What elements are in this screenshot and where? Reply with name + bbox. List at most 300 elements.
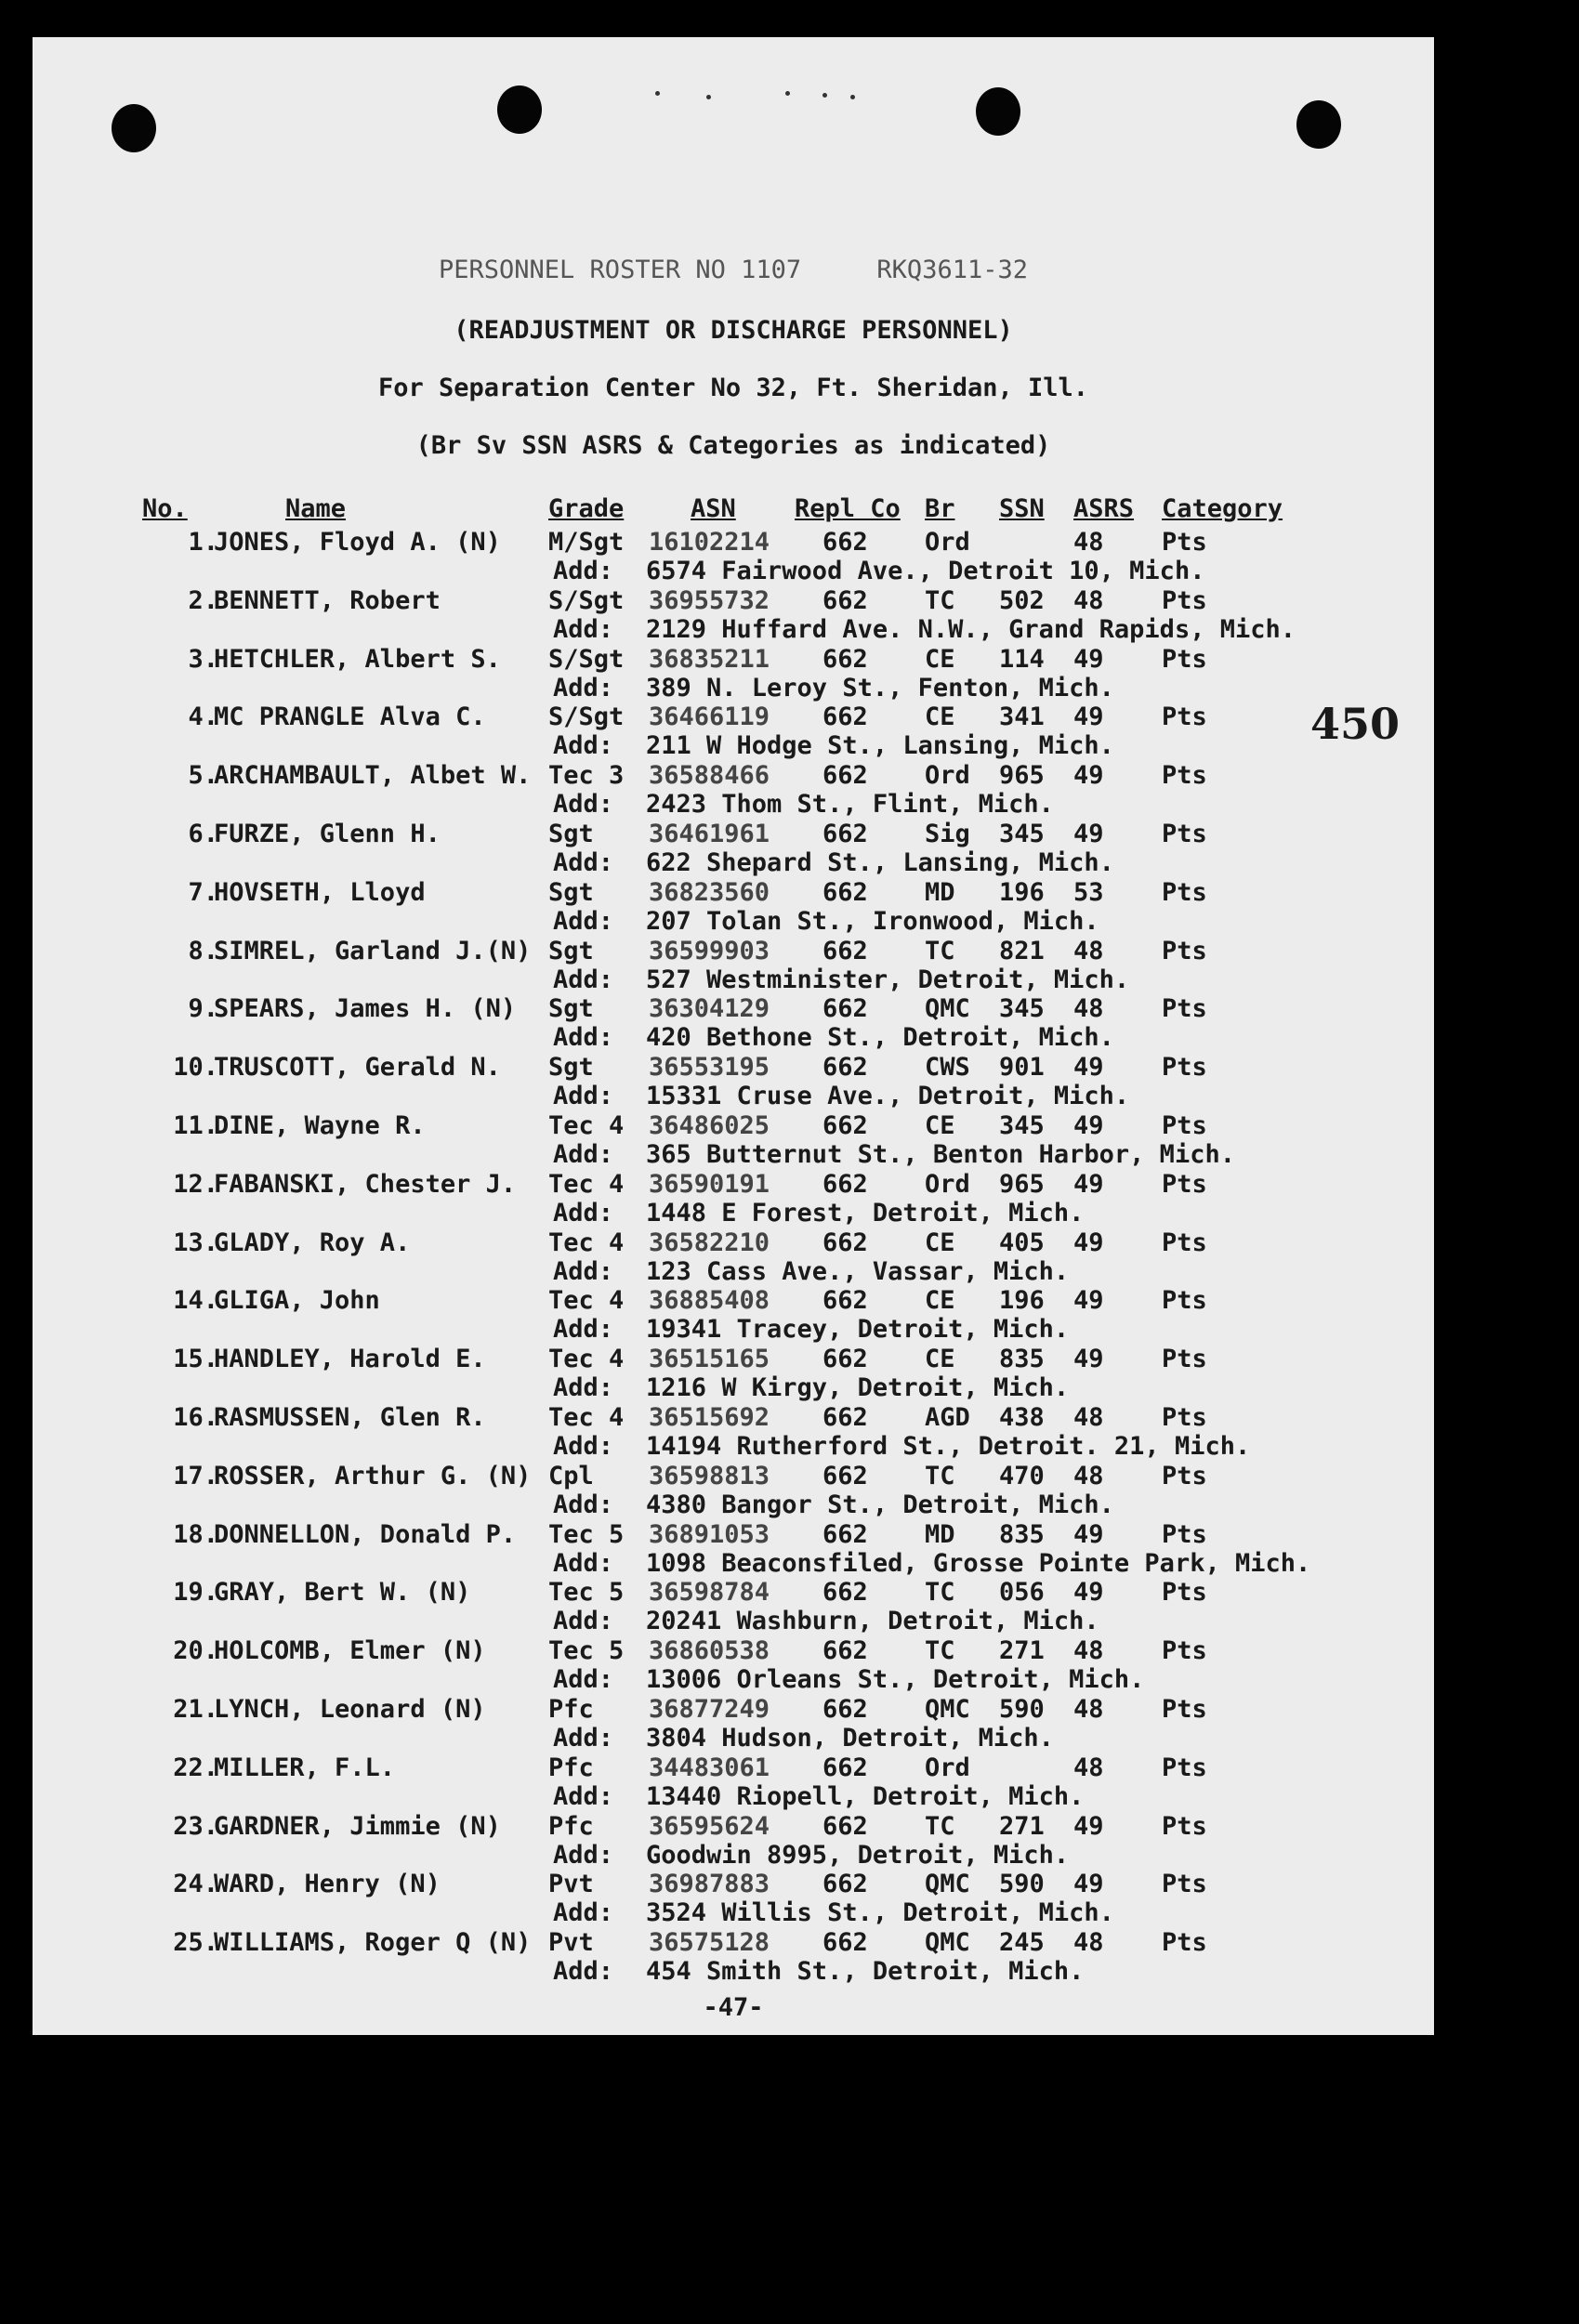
column-header-no: No.	[142, 494, 188, 523]
entry-repl-co: 662	[822, 1636, 868, 1666]
entry-branch: MD	[925, 877, 955, 907]
entry-category: Pts	[1162, 1928, 1207, 1958]
entry-branch: Ord	[925, 1753, 970, 1782]
entry-address: 3524 Willis St., Detroit, Mich.	[646, 1898, 1114, 1928]
entry-address: 13440 Riopell, Detroit, Mich.	[646, 1781, 1085, 1811]
entry-asrs: 49	[1073, 1286, 1104, 1316]
entry-address: 211 W Hodge St., Lansing, Mich.	[646, 731, 1114, 761]
entry-asrs: 49	[1073, 1519, 1104, 1549]
table-row	[33, 1928, 1434, 1987]
address-label: Add:	[553, 1373, 614, 1403]
entry-asrs: 49	[1073, 1811, 1104, 1841]
entry-repl-co: 662	[822, 1928, 868, 1958]
table-row	[33, 1111, 1434, 1170]
entry-branch: TC	[925, 1578, 955, 1608]
address-label: Add:	[553, 1957, 614, 1987]
entry-grade: Sgt	[548, 1053, 594, 1083]
entry-name: HANDLEY, Harold E.	[214, 1345, 486, 1374]
entry-ssn: 590	[999, 1695, 1045, 1724]
entry-branch: TC	[925, 1636, 955, 1666]
punch-hole	[112, 104, 156, 152]
address-label: Add:	[553, 1490, 614, 1519]
entry-asn: 36835211	[649, 644, 770, 674]
entry-grade: Tec 4	[548, 1169, 625, 1199]
address-label: Add:	[553, 557, 614, 585]
address-label: Add:	[553, 1607, 614, 1636]
entry-name: HOLCOMB, Elmer (N)	[214, 1636, 486, 1666]
entry-name: ARCHAMBAULT, Albet W.	[214, 761, 532, 791]
entry-ssn: 345	[999, 1111, 1045, 1140]
entry-grade: S/Sgt	[548, 702, 625, 732]
entry-address: 14194 Rutherford St., Detroit. 21, Mich.	[646, 1432, 1251, 1461]
address-label: Add:	[553, 673, 614, 702]
entry-grade: Tec 3	[548, 761, 625, 791]
entry-number: 21.	[173, 1695, 218, 1724]
entry-repl-co: 662	[822, 1578, 868, 1608]
entry-asn: 36598813	[649, 1461, 770, 1490]
entry-asn: 36588466	[649, 761, 770, 791]
entry-grade: Sgt	[548, 820, 594, 848]
address-label: Add:	[553, 1256, 614, 1286]
entry-category: Pts	[1162, 702, 1207, 732]
entry-name: SPEARS, James H. (N)	[214, 994, 517, 1024]
entry-asrs: 48	[1073, 585, 1104, 615]
entry-category: Pts	[1162, 1286, 1207, 1316]
entry-asn: 36598784	[649, 1578, 770, 1608]
column-header-name: Name	[285, 494, 347, 523]
dot-mark	[822, 93, 827, 98]
entry-repl-co: 662	[822, 1169, 868, 1199]
entry-asn: 36486025	[649, 1111, 770, 1140]
entry-number: 20.	[173, 1636, 218, 1666]
entry-branch: Ord	[925, 528, 970, 557]
roster-note: (Br Sv SSN ASRS & Categories as indicated)	[415, 431, 1051, 460]
address-label: Add:	[553, 1898, 614, 1928]
entry-number: 11.	[173, 1111, 218, 1140]
entry-branch: QMC	[925, 1695, 970, 1724]
entry-repl-co: 662	[822, 1345, 868, 1374]
entry-branch: CE	[925, 1228, 955, 1257]
entry-repl-co: 662	[822, 528, 868, 557]
column-header-category: Category	[1162, 494, 1283, 523]
entry-address: 4380 Bangor St., Detroit, Mich.	[646, 1490, 1114, 1519]
entry-repl-co: 662	[822, 585, 868, 615]
entry-repl-co: 662	[822, 936, 868, 965]
table-row	[33, 586, 1434, 645]
entry-number: 7.	[188, 877, 218, 907]
entry-branch: Sig	[925, 820, 970, 848]
entry-asrs: 48	[1073, 1403, 1104, 1432]
address-label: Add:	[553, 965, 614, 994]
entry-number: 3.	[188, 644, 218, 674]
table-row	[33, 1636, 1434, 1695]
entry-address: 1216 W Kirgy, Detroit, Mich.	[646, 1373, 1070, 1403]
table-row	[33, 1753, 1434, 1812]
entry-ssn: 245	[999, 1928, 1045, 1958]
address-label: Add:	[553, 1724, 614, 1753]
entry-branch: QMC	[925, 1928, 970, 1958]
entry-grade: Tec 4	[548, 1286, 625, 1316]
entry-grade: Tec 5	[548, 1519, 625, 1549]
entry-category: Pts	[1162, 1636, 1207, 1666]
entry-address: 123 Cass Ave., Vassar, Mich.	[646, 1256, 1070, 1286]
entry-asn: 36590191	[649, 1169, 770, 1199]
entry-asrs: 49	[1073, 644, 1104, 674]
address-label: Add:	[553, 614, 614, 644]
entry-repl-co: 662	[822, 994, 868, 1024]
entry-asn: 36515165	[649, 1345, 770, 1374]
entry-ssn: 196	[999, 1286, 1045, 1316]
entry-address: 1448 E Forest, Detroit, Mich.	[646, 1198, 1085, 1228]
entry-name: HOVSETH, Lloyd	[214, 877, 426, 907]
entry-grade: Pvt	[548, 1928, 594, 1958]
entry-number: 18.	[173, 1519, 218, 1549]
entry-repl-co: 662	[822, 1695, 868, 1724]
entry-asrs: 49	[1073, 761, 1104, 791]
table-row	[33, 937, 1434, 995]
entry-name: BENNETT, Robert	[214, 585, 441, 615]
roster-subtitle: (READJUSTMENT OR DISCHARGE PERSONNEL)	[454, 316, 1013, 345]
entry-asrs: 48	[1073, 528, 1104, 557]
address-label: Add:	[553, 1665, 614, 1695]
entry-name: FABANSKI, Chester J.	[214, 1169, 517, 1199]
entry-name: DINE, Wayne R.	[214, 1111, 426, 1140]
entry-category: Pts	[1162, 585, 1207, 615]
entry-branch: Ord	[925, 761, 970, 791]
table-row	[33, 1403, 1434, 1462]
table-row	[33, 702, 1434, 761]
entry-branch: TC	[925, 585, 955, 615]
entry-number: 23.	[173, 1811, 218, 1841]
entry-category: Pts	[1162, 1578, 1207, 1608]
entry-address: 527 Westminister, Detroit, Mich.	[646, 965, 1130, 994]
entry-asn: 34483061	[649, 1753, 770, 1782]
entry-grade: Pfc	[548, 1753, 594, 1782]
entry-name: GLADY, Roy A.	[214, 1228, 411, 1257]
entry-repl-co: 662	[822, 761, 868, 791]
entry-category: Pts	[1162, 877, 1207, 907]
entry-asn: 36575128	[649, 1928, 770, 1958]
entry-ssn: 965	[999, 1169, 1045, 1199]
punch-hole	[1296, 100, 1341, 149]
entry-asn: 36877249	[649, 1695, 770, 1724]
address-label: Add:	[553, 1198, 614, 1228]
table-row	[33, 1578, 1434, 1636]
entry-ssn: 470	[999, 1461, 1045, 1490]
entry-category: Pts	[1162, 1811, 1207, 1841]
entry-repl-co: 662	[822, 1228, 868, 1257]
entry-repl-co: 662	[822, 877, 868, 907]
entry-number: 6.	[188, 820, 218, 848]
entry-asrs: 48	[1073, 1695, 1104, 1724]
entry-repl-co: 662	[822, 1870, 868, 1899]
entry-ssn: 114	[999, 644, 1045, 674]
entry-asrs: 49	[1073, 1228, 1104, 1257]
entry-branch: CE	[925, 1345, 955, 1374]
entry-asn: 36582210	[649, 1228, 770, 1257]
dot-mark	[785, 91, 790, 96]
column-header-repl-co: Repl Co	[795, 494, 901, 523]
entry-number: 10.	[173, 1053, 218, 1083]
page-number: -47-	[703, 1993, 764, 2022]
column-header-ssn: SSN	[999, 494, 1045, 523]
address-label: Add:	[553, 1781, 614, 1811]
entry-name: GLIGA, John	[214, 1286, 380, 1316]
entry-branch: CE	[925, 1111, 955, 1140]
table-row	[33, 1870, 1434, 1928]
entry-category: Pts	[1162, 1753, 1207, 1782]
entry-address: 2129 Huffard Ave. N.W., Grand Rapids, Mich.	[646, 614, 1296, 644]
entry-number: 1.	[188, 528, 218, 557]
entry-asn: 36466119	[649, 702, 770, 732]
entry-name: WARD, Henry (N)	[214, 1870, 441, 1899]
entry-address: 622 Shepard St., Lansing, Mich.	[646, 848, 1114, 877]
entry-name: TRUSCOTT, Gerald N.	[214, 1053, 501, 1083]
address-label: Add:	[553, 1315, 614, 1345]
roster-code: RKQ3611-32	[876, 256, 1028, 284]
entry-ssn: 438	[999, 1403, 1045, 1432]
table-row	[33, 1520, 1434, 1579]
entry-asrs: 49	[1073, 1578, 1104, 1608]
entry-ssn: 345	[999, 820, 1045, 848]
address-label: Add:	[553, 906, 614, 936]
entry-ssn: 056	[999, 1578, 1045, 1608]
entry-grade: Tec 5	[548, 1636, 625, 1666]
entry-category: Pts	[1162, 1695, 1207, 1724]
entry-category: Pts	[1162, 820, 1207, 848]
entry-name: DONNELLON, Donald P.	[214, 1519, 517, 1549]
side-number: 450	[1310, 699, 1401, 749]
table-row	[33, 1228, 1434, 1287]
entry-branch: CWS	[925, 1053, 970, 1083]
punch-hole	[976, 87, 1020, 136]
entry-ssn: 345	[999, 994, 1045, 1024]
column-header-br: Br	[925, 494, 955, 523]
entry-asrs: 48	[1073, 1753, 1104, 1782]
column-header-grade: Grade	[548, 494, 625, 523]
entry-category: Pts	[1162, 1403, 1207, 1432]
entry-number: 4.	[188, 702, 218, 732]
entry-category: Pts	[1162, 644, 1207, 674]
entry-category: Pts	[1162, 1053, 1207, 1083]
entry-branch: CE	[925, 644, 955, 674]
entry-grade: S/Sgt	[548, 644, 625, 674]
entry-grade: Tec 5	[548, 1578, 625, 1608]
table-row	[33, 820, 1434, 878]
roster-page	[33, 37, 1434, 2035]
entry-category: Pts	[1162, 936, 1207, 965]
roster-number: PERSONNEL ROSTER NO 1107	[439, 256, 802, 284]
entry-grade: Pfc	[548, 1811, 594, 1841]
entry-number: 25.	[173, 1928, 218, 1958]
entry-ssn: 502	[999, 585, 1045, 615]
entry-number: 16.	[173, 1403, 218, 1432]
table-row	[33, 528, 1434, 586]
entry-asn: 36553195	[649, 1053, 770, 1083]
entry-grade: S/Sgt	[548, 585, 625, 615]
entry-name: GARDNER, Jimmie (N)	[214, 1811, 501, 1841]
entry-address: 2423 Thom St., Flint, Mich.	[646, 790, 1054, 820]
address-label: Add:	[553, 1548, 614, 1578]
entry-asrs: 49	[1073, 1870, 1104, 1899]
address-label: Add:	[553, 1023, 614, 1053]
column-header-asrs: ASRS	[1073, 494, 1135, 523]
table-row	[33, 1170, 1434, 1228]
entry-branch: AGD	[925, 1403, 970, 1432]
entry-grade: Cpl	[548, 1461, 594, 1490]
dot-mark	[850, 95, 855, 99]
entry-number: 17.	[173, 1461, 218, 1490]
entry-branch: MD	[925, 1519, 955, 1549]
entry-grade: Sgt	[548, 936, 594, 965]
entry-branch: CE	[925, 702, 955, 732]
entry-address: 1098 Beaconsfiled, Grosse Pointe Park, Mich.	[646, 1548, 1311, 1578]
entry-asn: 36595624	[649, 1811, 770, 1841]
entry-branch: Ord	[925, 1169, 970, 1199]
entry-asrs: 49	[1073, 702, 1104, 732]
entry-ssn: 835	[999, 1519, 1045, 1549]
entry-asn: 36891053	[649, 1519, 770, 1549]
table-row	[33, 1812, 1434, 1871]
entry-address: 6574 Fairwood Ave., Detroit 10, Mich.	[646, 557, 1205, 585]
entry-repl-co: 662	[822, 1403, 868, 1432]
entry-asn: 16102214	[649, 528, 770, 557]
entry-ssn: 405	[999, 1228, 1045, 1257]
entry-number: 8.	[188, 936, 218, 965]
table-row	[33, 1695, 1434, 1753]
entry-name: RASMUSSEN, Glen R.	[214, 1403, 486, 1432]
entry-address: 420 Bethone St., Detroit, Mich.	[646, 1023, 1114, 1053]
entry-ssn: 341	[999, 702, 1045, 732]
entry-name: JONES, Floyd A. (N)	[214, 528, 501, 557]
entry-ssn: 590	[999, 1870, 1045, 1899]
table-row	[33, 1462, 1434, 1520]
entry-address: 13006 Orleans St., Detroit, Mich.	[646, 1665, 1145, 1695]
entry-number: 19.	[173, 1578, 218, 1608]
entry-address: 454 Smith St., Detroit, Mich.	[646, 1957, 1085, 1987]
address-label: Add:	[553, 1840, 614, 1870]
entry-name: FURZE, Glenn H.	[214, 820, 441, 848]
entry-address: 3804 Hudson, Detroit, Mich.	[646, 1724, 1054, 1753]
table-row	[33, 1286, 1434, 1345]
entry-asn: 36885408	[649, 1286, 770, 1316]
entry-number: 13.	[173, 1228, 218, 1257]
address-label: Add:	[553, 790, 614, 820]
entry-repl-co: 662	[822, 1286, 868, 1316]
entry-number: 15.	[173, 1345, 218, 1374]
entry-asrs: 49	[1073, 1345, 1104, 1374]
entry-name: GRAY, Bert W. (N)	[214, 1578, 471, 1608]
entry-grade: Sgt	[548, 994, 594, 1024]
entry-asrs: 48	[1073, 936, 1104, 965]
entry-ssn: 835	[999, 1345, 1045, 1374]
address-label: Add:	[553, 1140, 614, 1169]
entry-branch: CE	[925, 1286, 955, 1316]
entry-name: MC PRANGLE Alva C.	[214, 702, 486, 732]
entry-repl-co: 662	[822, 820, 868, 848]
entry-repl-co: 662	[822, 1461, 868, 1490]
table-row	[33, 1345, 1434, 1403]
entry-ssn: 271	[999, 1811, 1045, 1841]
entry-category: Pts	[1162, 994, 1207, 1024]
entry-branch: TC	[925, 1461, 955, 1490]
address-label: Add:	[553, 848, 614, 877]
separation-center: For Separation Center No 32, Ft. Sheridan, Ill.	[377, 374, 1088, 402]
table-row	[33, 994, 1434, 1053]
entry-asrs: 48	[1073, 1636, 1104, 1666]
entry-asrs: 48	[1073, 994, 1104, 1024]
entry-repl-co: 662	[822, 644, 868, 674]
entry-ssn: 965	[999, 761, 1045, 791]
entry-repl-co: 662	[822, 1519, 868, 1549]
entry-asn: 36461961	[649, 820, 770, 848]
entry-name: HETCHLER, Albert S.	[214, 644, 501, 674]
column-header-asn: ASN	[691, 494, 736, 523]
entry-grade: Sgt	[548, 877, 594, 907]
entry-category: Pts	[1162, 528, 1207, 557]
entry-grade: Tec 4	[548, 1403, 625, 1432]
entry-asn: 36860538	[649, 1636, 770, 1666]
entry-category: Pts	[1162, 1111, 1207, 1140]
entry-category: Pts	[1162, 1870, 1207, 1899]
entry-address: 15331 Cruse Ave., Detroit, Mich.	[646, 1082, 1130, 1111]
entry-name: LYNCH, Leonard (N)	[214, 1695, 486, 1724]
entry-grade: M/Sgt	[548, 528, 625, 557]
entry-number: 14.	[173, 1286, 218, 1316]
entry-branch: TC	[925, 1811, 955, 1841]
entry-address: 19341 Tracey, Detroit, Mich.	[646, 1315, 1070, 1345]
entry-ssn: 271	[999, 1636, 1045, 1666]
entry-asrs: 49	[1073, 820, 1104, 848]
entry-number: 12.	[173, 1169, 218, 1199]
entry-grade: Pvt	[548, 1870, 594, 1899]
dot-mark	[655, 91, 660, 96]
entry-name: ROSSER, Arthur G. (N)	[214, 1461, 532, 1490]
entry-branch: QMC	[925, 994, 970, 1024]
table-row	[33, 1053, 1434, 1111]
entry-repl-co: 662	[822, 1111, 868, 1140]
dot-mark	[706, 95, 711, 99]
entry-name: SIMREL, Garland J.(N)	[214, 936, 532, 965]
entry-asn: 36987883	[649, 1870, 770, 1899]
entry-category: Pts	[1162, 761, 1207, 791]
entry-asrs: 49	[1073, 1053, 1104, 1083]
entry-asrs: 48	[1073, 1928, 1104, 1958]
entry-branch: TC	[925, 936, 955, 965]
entry-number: 9.	[188, 994, 218, 1024]
entry-category: Pts	[1162, 1169, 1207, 1199]
address-label: Add:	[553, 1432, 614, 1461]
entry-repl-co: 662	[822, 702, 868, 732]
entry-number: 5.	[188, 761, 218, 791]
entry-grade: Tec 4	[548, 1111, 625, 1140]
address-label: Add:	[553, 1082, 614, 1111]
entry-repl-co: 662	[822, 1053, 868, 1083]
entry-grade: Tec 4	[548, 1228, 625, 1257]
address-label: Add:	[553, 731, 614, 761]
entry-asn: 36515692	[649, 1403, 770, 1432]
entry-address: Goodwin 8995, Detroit, Mich.	[646, 1840, 1070, 1870]
entry-asn: 36304129	[649, 994, 770, 1024]
entry-grade: Pfc	[548, 1695, 594, 1724]
entry-category: Pts	[1162, 1345, 1207, 1374]
entry-asn: 36599903	[649, 936, 770, 965]
entry-asrs: 49	[1073, 1111, 1104, 1140]
entry-number: 22.	[173, 1753, 218, 1782]
entry-category: Pts	[1162, 1461, 1207, 1490]
entry-category: Pts	[1162, 1228, 1207, 1257]
entry-address: 365 Butternut St., Benton Harbor, Mich.	[646, 1140, 1235, 1169]
